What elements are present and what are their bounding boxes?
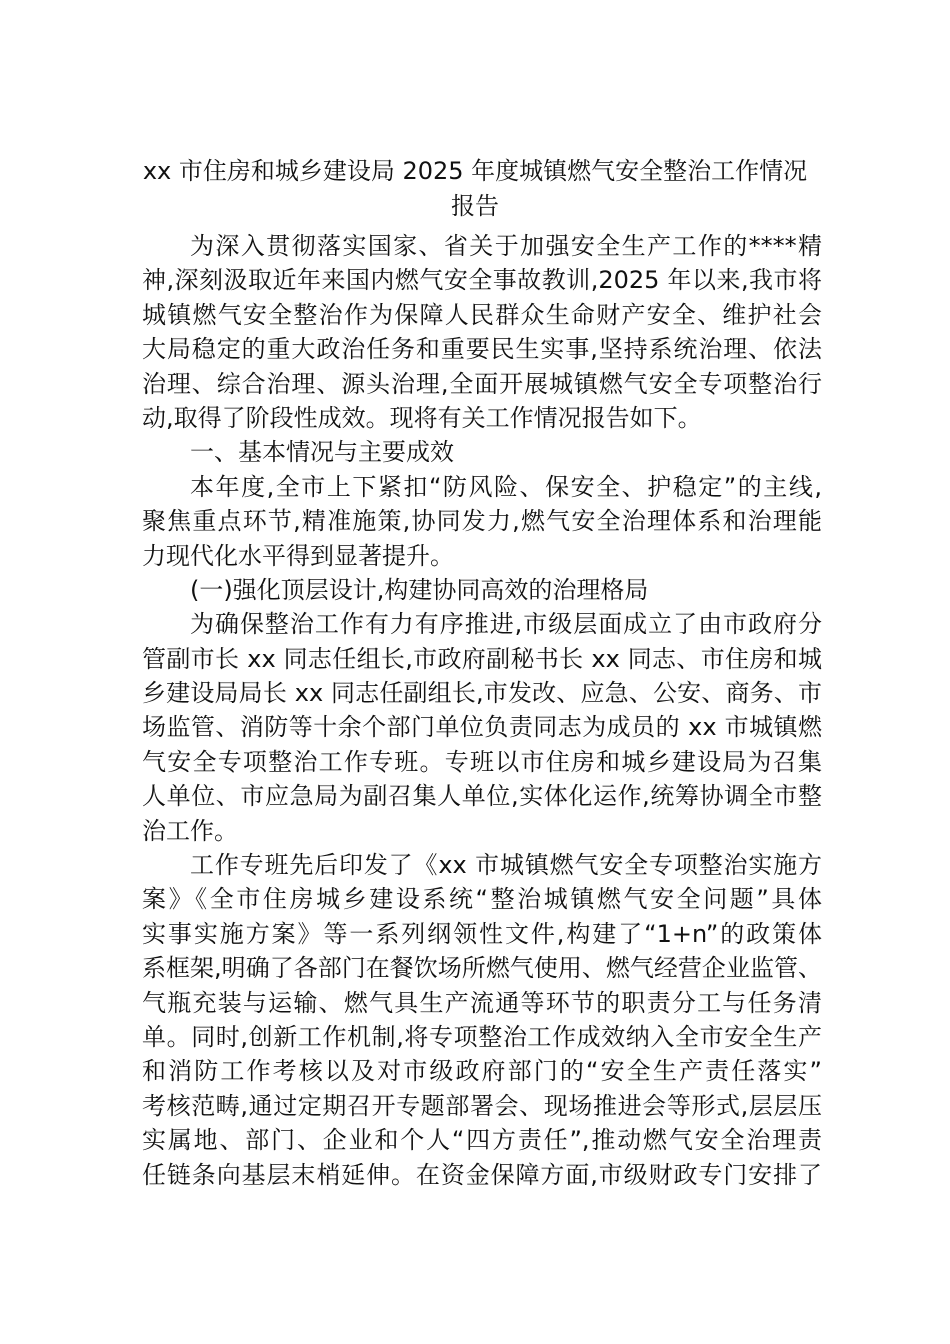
paragraph-line: 治理、综合治理、源头治理,全面开展城镇燃气安全专项整治行 [142, 369, 822, 398]
section-heading: 一、基本情况与主要成效 [190, 438, 454, 467]
paragraph-line: 气安全专项整治工作专班。专班以市住房和城乡建设局为召集 [142, 747, 822, 776]
paragraph-line: 治工作。 [142, 816, 238, 845]
paragraph-line: 人单位、市应急局为副召集人单位,实体化运作,统筹协调全市整 [142, 782, 822, 811]
paragraph-line: 气瓶充装与运输、燃气具生产流通等环节的职责分工与任务清 [142, 988, 822, 1017]
paragraph-line: 任链条向基层末梢延伸。在资金保障方面,市级财政专门安排了 [142, 1160, 822, 1189]
paragraph-line: 城镇燃气安全整治作为保障人民群众生命财产安全、维护社会 [142, 300, 822, 329]
paragraph-line: 本年度,全市上下紧扣“防风险、保安全、护稳定”的主线, [190, 472, 822, 501]
paragraph-line: 神,深刻汲取近年来国内燃气安全事故教训,2025 年以来,我市将 [142, 266, 822, 295]
paragraph-line: 实属地、部门、企业和个人“四方责任”,推动燃气安全治理责 [142, 1126, 822, 1155]
paragraph-line: 力现代化水平得到显著提升。 [142, 541, 454, 570]
paragraph-line: 为深入贯彻落实国家、省关于加强安全生产工作的****精 [190, 232, 822, 260]
paragraph-line: 考核范畴,通过定期召开专题部署会、现场推进会等形式,层层压 [142, 1091, 822, 1120]
paragraph-line: 大局稳定的重大政治任务和重要民生实事,坚持系统治理、依法 [142, 335, 822, 364]
paragraph-line: 单。同时,创新工作机制,将专项整治工作成效纳入全市安全生产 [142, 1022, 822, 1051]
document-title-line-2: 报告 [451, 192, 499, 220]
paragraph-line: 工作专班先后印发了《xx 市城镇燃气安全专项整治实施方 [190, 851, 822, 880]
paragraph-line: 和消防工作考核以及对市级政府部门的“安全生产责任落实” [142, 1057, 822, 1086]
paragraph-line: 案》《全市住房城乡建设系统“整治城镇燃气安全问题”具体 [142, 885, 822, 914]
document-title-line-1: xx 市住房和城乡建设局 2025 年度城镇燃气安全整治工作情况 [142, 157, 808, 185]
paragraph-line: 动,取得了阶段性成效。现将有关工作情况报告如下。 [142, 403, 702, 432]
paragraph-line: 场监管、消防等十余个部门单位负责同志为成员的 xx 市城镇燃 [142, 713, 822, 742]
paragraph-line: 聚焦重点环节,精准施策,协同发力,燃气安全治理体系和治理能 [142, 507, 822, 536]
paragraph-line: 为确保整治工作有力有序推进,市级层面成立了由市政府分 [190, 610, 822, 639]
subsection-heading: (一)强化顶层设计,构建协同高效的治理格局 [190, 575, 649, 604]
paragraph-line: 实事实施方案》等一系列纲领性文件,构建了“1+n”的政策体 [142, 919, 822, 948]
paragraph-line: 系框架,明确了各部门在餐饮场所燃气使用、燃气经营企业监管、 [142, 954, 822, 983]
paragraph-line: 管副市长 xx 同志任组长,市政府副秘书长 xx 同志、市住房和城 [142, 644, 822, 673]
paragraph-line: 乡建设局局长 xx 同志任副组长,市发改、应急、公安、商务、市 [142, 679, 822, 708]
document-body [142, 229, 822, 1192]
